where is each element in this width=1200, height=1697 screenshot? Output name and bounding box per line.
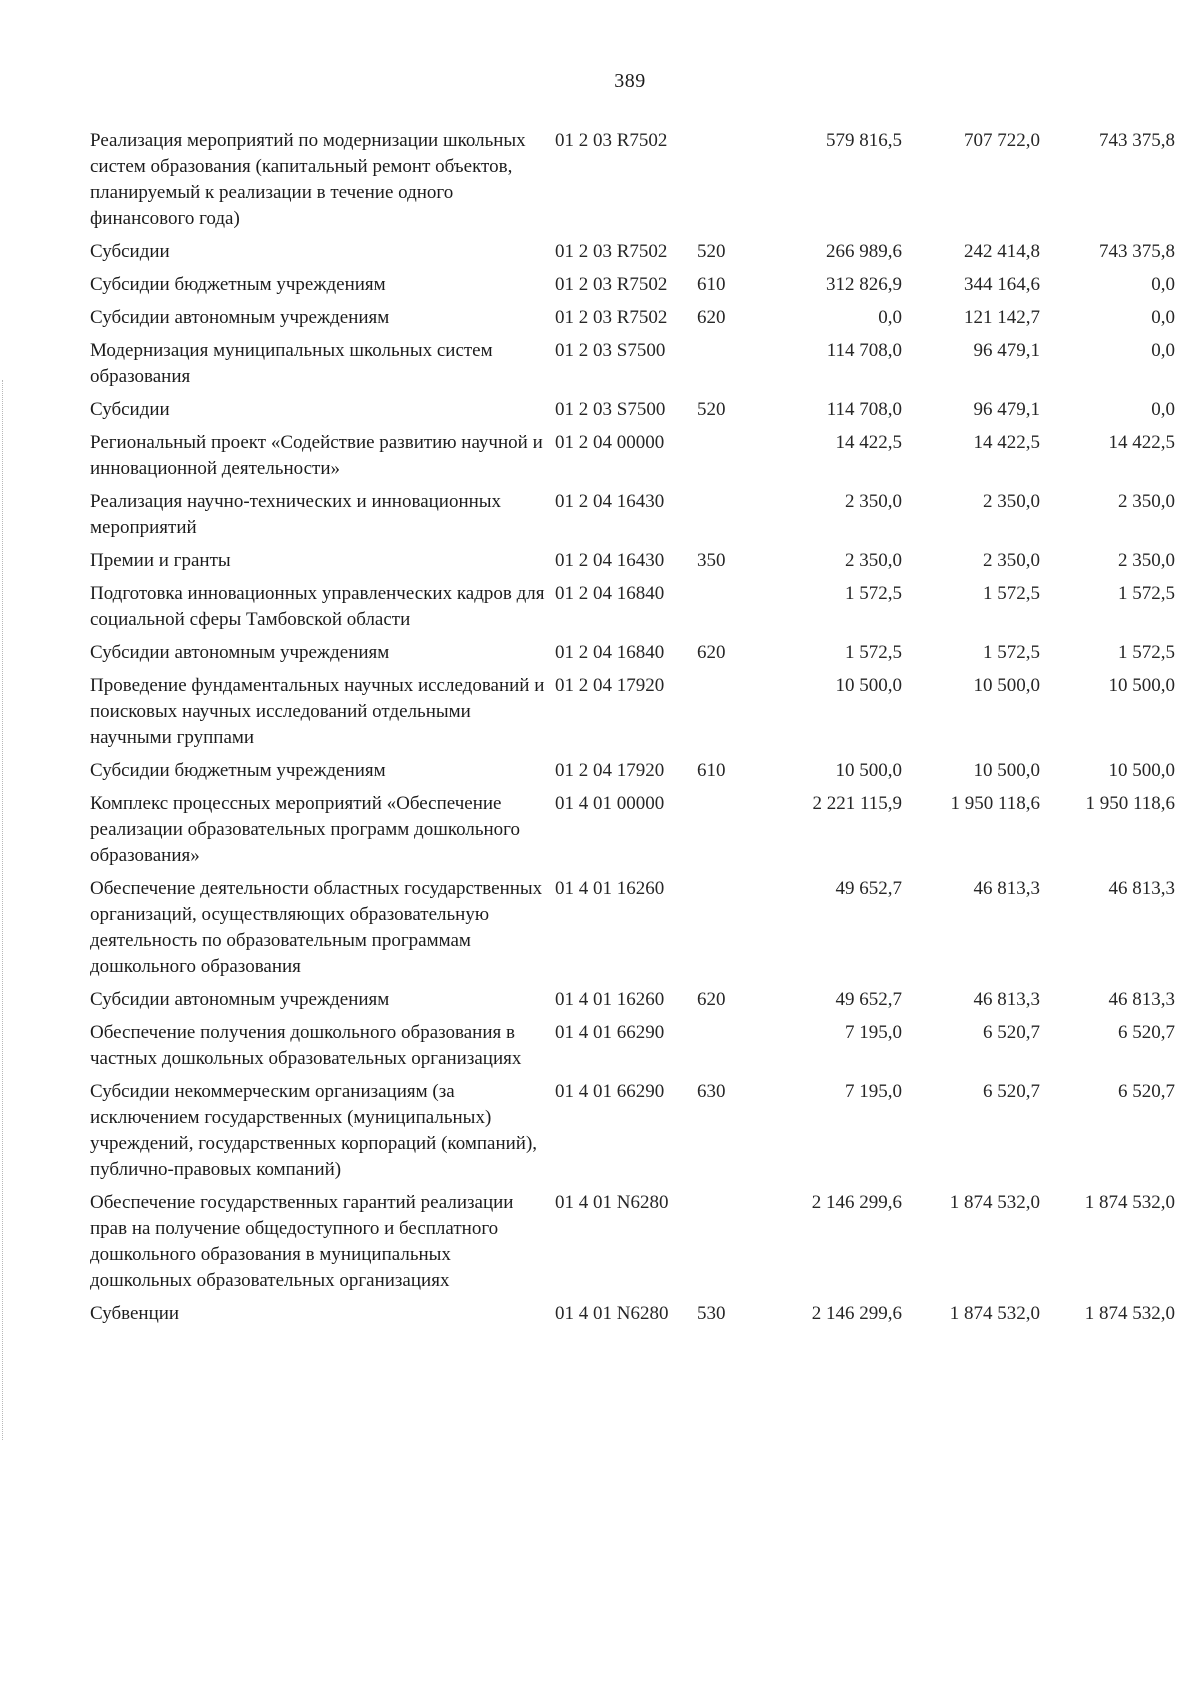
amount-year-2: 2 350,0 — [983, 550, 1040, 571]
amount-year-1: 1 572,5 — [845, 583, 902, 604]
target-article-code: 01 2 04 17920 — [555, 675, 665, 696]
amount-year-1: 579 816,5 — [826, 130, 902, 151]
amount-year-1: 7 195,0 — [845, 1081, 902, 1102]
expense-name: Реализация мероприятий по модернизации школьных систем образования (капитальный ремонт объектов, планируемый к реализации в течение одного финансового года) — [90, 130, 526, 229]
amount-year-1: 266 989,6 — [826, 241, 902, 262]
table-row — [90, 128, 1175, 239]
amount-year-2: 14 422,5 — [973, 432, 1040, 453]
target-article-code: 01 4 01 66290 — [555, 1022, 665, 1043]
amount-year-1: 1 572,5 — [845, 642, 902, 663]
amount-year-3: 2 350,0 — [1118, 491, 1175, 512]
amount-year-3: 46 813,3 — [1108, 989, 1175, 1010]
target-article-code: 01 2 03 R7502 — [555, 274, 668, 295]
table-row — [90, 305, 1175, 338]
table-row — [90, 239, 1175, 272]
expense-type-code — [697, 673, 767, 758]
expense-type-code: 630 — [697, 1081, 726, 1102]
amount-year-3: 0,0 — [1151, 399, 1175, 420]
expense-type-code: 530 — [697, 1303, 726, 1324]
amount-year-3: 14 422,5 — [1108, 432, 1175, 453]
amount-year-1: 49 652,7 — [835, 989, 902, 1010]
expense-type-code — [697, 489, 767, 548]
target-article-code: 01 4 01 66290 — [555, 1081, 665, 1102]
table-row — [90, 987, 1175, 1020]
expense-type-code: 620 — [697, 989, 726, 1010]
table-row — [90, 397, 1175, 430]
amount-year-2: 6 520,7 — [983, 1081, 1040, 1102]
expense-name: Субсидии бюджетным учреждениям — [90, 274, 386, 295]
amount-year-1: 10 500,0 — [835, 675, 902, 696]
amount-year-2: 344 164,6 — [964, 274, 1040, 295]
amount-year-1: 114 708,0 — [826, 340, 902, 361]
table-row — [90, 673, 1175, 758]
expense-type-code — [697, 876, 767, 987]
target-article-code: 01 2 04 16840 — [555, 642, 665, 663]
expense-type-code — [697, 791, 767, 876]
target-article-code: 01 4 01 N6280 — [555, 1303, 669, 1324]
amount-year-3: 6 520,7 — [1118, 1081, 1175, 1102]
table-row — [90, 548, 1175, 581]
table-row — [90, 338, 1175, 397]
target-article-code: 01 2 03 R7502 — [555, 241, 668, 262]
amount-year-3: 10 500,0 — [1108, 760, 1175, 781]
target-article-code: 01 4 01 00000 — [555, 793, 665, 814]
amount-year-3: 0,0 — [1151, 307, 1175, 328]
target-article-code: 01 2 04 16430 — [555, 550, 665, 571]
amount-year-3: 743 375,8 — [1099, 130, 1175, 151]
table-row — [90, 640, 1175, 673]
target-article-code: 01 4 01 N6280 — [555, 1192, 669, 1213]
target-article-code: 01 2 04 17920 — [555, 760, 665, 781]
expense-type-code — [697, 338, 767, 397]
amount-year-2: 242 414,8 — [964, 241, 1040, 262]
amount-year-2: 1 572,5 — [983, 583, 1040, 604]
amount-year-1: 2 221 115,9 — [812, 793, 902, 814]
expense-name: Субвенции — [90, 1303, 180, 1324]
page-number: 389 — [614, 70, 646, 92]
expense-type-code — [697, 1020, 767, 1079]
scan-edge-marks — [2, 380, 6, 1440]
amount-year-3: 1 950 118,6 — [1085, 793, 1175, 814]
expense-type-code: 610 — [697, 274, 726, 295]
table-row — [90, 1301, 1175, 1334]
expense-type-code — [697, 128, 767, 239]
amount-year-2: 1 874 532,0 — [949, 1192, 1040, 1213]
amount-year-1: 49 652,7 — [835, 878, 902, 899]
amount-year-2: 46 813,3 — [973, 878, 1040, 899]
table-row — [90, 272, 1175, 305]
expense-name: Субсидии автономным учреждениям — [90, 307, 390, 328]
amount-year-2: 46 813,3 — [973, 989, 1040, 1010]
table-row — [90, 791, 1175, 876]
amount-year-2: 707 722,0 — [964, 130, 1040, 151]
amount-year-2: 96 479,1 — [973, 399, 1040, 420]
amount-year-1: 7 195,0 — [845, 1022, 902, 1043]
amount-year-2: 10 500,0 — [973, 760, 1040, 781]
target-article-code: 01 4 01 16260 — [555, 878, 665, 899]
amount-year-2: 1 950 118,6 — [950, 793, 1040, 814]
target-article-code: 01 4 01 16260 — [555, 989, 665, 1010]
amount-year-3: 0,0 — [1151, 340, 1175, 361]
expense-name: Субсидии — [90, 399, 170, 420]
amount-year-2: 10 500,0 — [973, 675, 1040, 696]
expense-type-code — [697, 430, 767, 489]
amount-year-1: 312 826,9 — [826, 274, 902, 295]
amount-year-1: 2 350,0 — [845, 491, 902, 512]
target-article-code: 01 2 03 R7502 — [555, 130, 668, 151]
expense-name: Субсидии бюджетным учреждениям — [90, 760, 386, 781]
amount-year-1: 2 146 299,6 — [811, 1192, 902, 1213]
expense-type-code: 520 — [697, 399, 726, 420]
table-row — [90, 581, 1175, 640]
expense-name: Подготовка инновационных управленческих кадров для социальной сферы Тамбовской области — [90, 583, 545, 630]
amount-year-3: 743 375,8 — [1099, 241, 1175, 262]
amount-year-1: 14 422,5 — [835, 432, 902, 453]
expense-name: Субсидии автономным учреждениям — [90, 989, 390, 1010]
expense-name: Субсидии автономным учреждениям — [90, 642, 390, 663]
expense-name: Обеспечение государственных гарантий реализации прав на получение общедоступного и бесплатного дошкольного образования в муниципальных дошкольных образовательных организациях — [90, 1192, 514, 1291]
amount-year-3: 1 572,5 — [1118, 642, 1175, 663]
expense-name: Комплекс процессных мероприятий «Обеспечение реализации образовательных программ дошкольного образования» — [90, 793, 520, 866]
expense-name: Проведение фундаментальных научных исследований и поисковых научных исследований отдельными научными группами — [90, 675, 545, 748]
expense-type-code — [697, 581, 767, 640]
amount-year-3: 1 874 532,0 — [1084, 1303, 1175, 1324]
expense-type-code: 620 — [697, 307, 726, 328]
amount-year-2: 1 572,5 — [983, 642, 1040, 663]
expense-type-code — [697, 1190, 767, 1301]
expense-type-code: 620 — [697, 642, 726, 663]
target-article-code: 01 2 04 00000 — [555, 432, 665, 453]
table-row — [90, 430, 1175, 489]
amount-year-2: 6 520,7 — [983, 1022, 1040, 1043]
amount-year-3: 10 500,0 — [1108, 675, 1175, 696]
target-article-code: 01 2 03 R7502 — [555, 307, 668, 328]
expense-name: Субсидии — [90, 241, 170, 262]
amount-year-1: 114 708,0 — [826, 399, 902, 420]
amount-year-2: 1 874 532,0 — [949, 1303, 1040, 1324]
amount-year-2: 96 479,1 — [973, 340, 1040, 361]
expense-name: Обеспечение деятельности областных государственных организаций, осуществляющих образовательную деятельность по образовательным программам дошкольного образования — [90, 878, 543, 977]
amount-year-1: 10 500,0 — [835, 760, 902, 781]
target-article-code: 01 2 04 16430 — [555, 491, 665, 512]
budget-table-body — [90, 128, 1175, 1334]
amount-year-1: 2 350,0 — [845, 550, 902, 571]
amount-year-3: 2 350,0 — [1118, 550, 1175, 571]
table-row — [90, 876, 1175, 987]
amount-year-3: 1 874 532,0 — [1084, 1192, 1175, 1213]
amount-year-2: 121 142,7 — [964, 307, 1040, 328]
expense-type-code: 610 — [697, 760, 726, 781]
table-row — [90, 1190, 1175, 1301]
target-article-code: 01 2 04 16840 — [555, 583, 665, 604]
amount-year-3: 46 813,3 — [1108, 878, 1175, 899]
expense-name: Модернизация муниципальных школьных систем образования — [90, 340, 493, 387]
budget-table — [90, 128, 1175, 1334]
amount-year-1: 2 146 299,6 — [811, 1303, 902, 1324]
table-row — [90, 1079, 1175, 1190]
table-row — [90, 489, 1175, 548]
expense-name: Обеспечение получения дошкольного образования в частных дошкольных образовательных организациях — [90, 1022, 522, 1069]
expense-name: Субсидии некоммерческим организациям (за исключением государственных (муниципальных) учреждений, государственных корпораций (компаний), публично-правовых компаний) — [90, 1081, 538, 1180]
expense-name: Региональный проект «Содействие развитию научной и инновационной деятельности» — [90, 432, 543, 479]
amount-year-3: 0,0 — [1151, 274, 1175, 295]
amount-year-3: 6 520,7 — [1118, 1022, 1175, 1043]
amount-year-1: 0,0 — [878, 307, 902, 328]
expense-name: Премии и гранты — [90, 550, 231, 571]
table-row — [90, 1020, 1175, 1079]
amount-year-3: 1 572,5 — [1118, 583, 1175, 604]
expense-name: Реализация научно-технических и инновационных мероприятий — [90, 491, 502, 538]
target-article-code: 01 2 03 S7500 — [555, 399, 666, 420]
amount-year-2: 2 350,0 — [983, 491, 1040, 512]
table-row — [90, 758, 1175, 791]
expense-type-code: 520 — [697, 241, 726, 262]
target-article-code: 01 2 03 S7500 — [555, 340, 666, 361]
expense-type-code: 350 — [697, 550, 726, 571]
